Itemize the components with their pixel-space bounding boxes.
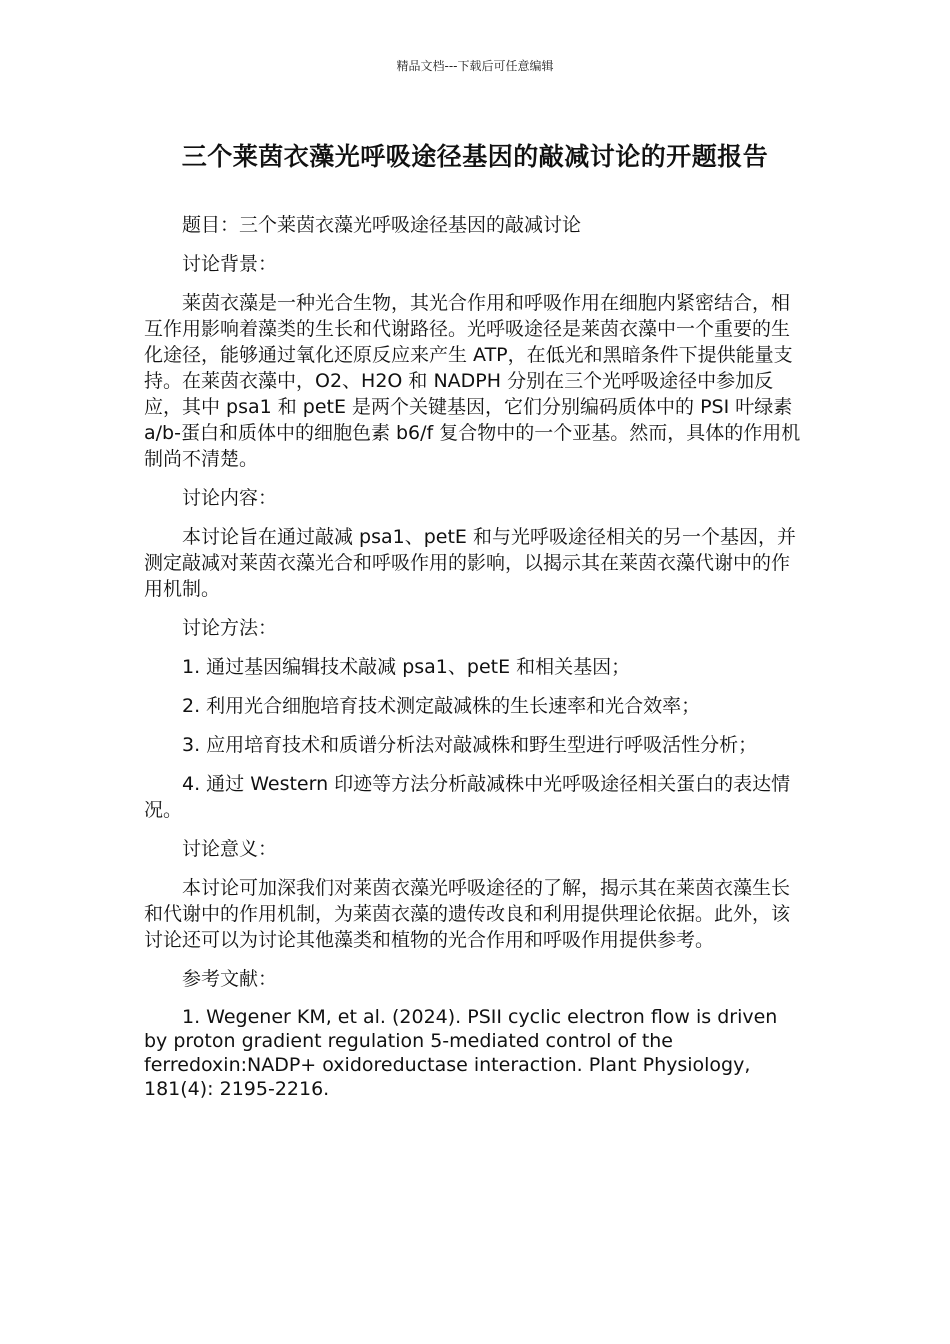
topic-line: 题目：三个莱茵衣藻光呼吸途径基因的敲减讨论: [182, 214, 582, 236]
document-title: 三个莱茵衣藻光呼吸途径基因的敲减讨论的开题报告: [181, 142, 769, 171]
background-paragraph: 莱茵衣藻是一种光合生物，其光合作用和呼吸作用在细胞内紧密结合，相互作用影响着藻类的生长和代谢路径。光呼吸途径是莱茵衣藻中一个重要的生化途径，能够通过氧化还原反应来产生 ATP，在低光和黑暗条件下提供能量支持。在莱茵衣藻中，O2、H2O 和 NADPH 分别在三个光呼吸途径中参加反应，其中 psa1 和 petE 是两个关键基因，它们分别编码质体中的 PSI 叶绿素 a/b-蛋白和质体中的细胞色素 b6/f 复合物中的一个亚基。然而，具体的作用机制尚不清楚。: [144, 292, 801, 470]
content-paragraph: 本讨论旨在通过敲减 psa1、petE 和与光呼吸途径相关的另一个基因，并测定敲减对莱茵衣藻光合和呼吸作用的影响，以揭示其在莱茵衣藻代谢中的作用机制。: [144, 526, 796, 600]
content-heading: 讨论内容：: [182, 487, 278, 509]
significance-paragraph: 本讨论可加深我们对莱茵衣藻光呼吸途径的了解，揭示其在莱茵衣藻生长和代谢中的作用机制，为莱茵衣藻的遗传改良和利用提供理论依据。此外，该讨论还可以为讨论其他藻类和植物的光合作用和呼吸作用提供参考。: [144, 877, 791, 951]
references-heading: 参考文献：: [182, 968, 278, 990]
reference-item: 1. Wegener KM, et al. (2024). PSII cyclic electron flow is driven by proton gradient regulation 5-mediated control of the ferredoxin:NADP+ oxidoreductase interaction. Plant Physiology, 181(4): 2195-2216.: [144, 1006, 778, 1100]
methods-heading: 讨论方法：: [182, 617, 278, 639]
method-item: 3. 应用培育技术和质谱分析法对敲减株和野生型进行呼吸活性分析；: [182, 734, 758, 756]
method-item: 2. 利用光合细胞培育技术测定敲减株的生长速率和光合效率；: [182, 695, 701, 717]
method-item: 1. 通过基因编辑技术敲减 psa1、petE 和相关基因；: [182, 656, 631, 678]
method-item: 4. 通过 Western 印迹等方法分析敲减株中光呼吸途径相关蛋白的表达情况。: [144, 773, 791, 821]
significance-heading: 讨论意义：: [182, 838, 278, 860]
background-heading: 讨论背景：: [182, 253, 278, 275]
page-header-note: 精品文档---下载后可任意编辑: [396, 59, 554, 73]
document-body: [144, 212, 806, 1114]
